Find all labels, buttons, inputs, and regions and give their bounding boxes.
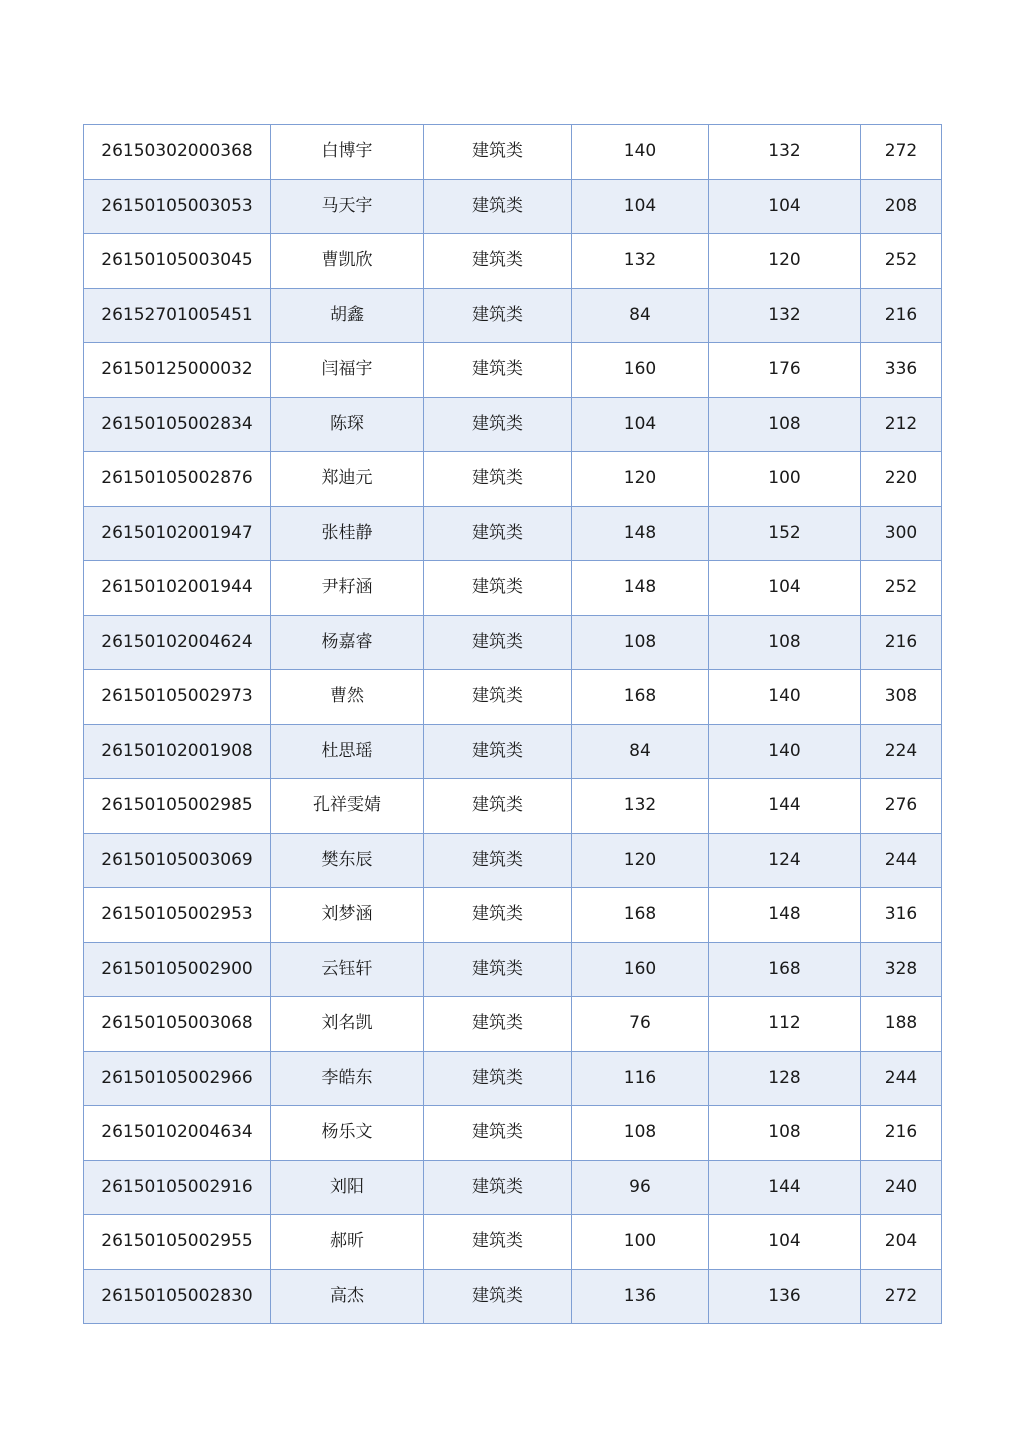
score-1: 136 — [572, 1269, 709, 1324]
score-2: 140 — [709, 670, 861, 725]
score-1: 108 — [572, 1106, 709, 1161]
category: 建筑类 — [424, 343, 572, 398]
table-row — [84, 452, 942, 507]
candidate-name: 云钰轩 — [271, 942, 424, 997]
candidate-id: 26152701005451 — [84, 288, 271, 343]
category: 建筑类 — [424, 234, 572, 289]
score-1: 132 — [572, 234, 709, 289]
table-row — [84, 779, 942, 834]
candidate-id: 26150105002876 — [84, 452, 271, 507]
candidate-id: 26150105002834 — [84, 397, 271, 452]
score-1: 76 — [572, 997, 709, 1052]
score-1: 116 — [572, 1051, 709, 1106]
candidate-id: 26150105003068 — [84, 997, 271, 1052]
table-row — [84, 234, 942, 289]
table-row — [84, 670, 942, 725]
candidate-id: 26150105002830 — [84, 1269, 271, 1324]
table-row — [84, 561, 942, 616]
table-row — [84, 1269, 942, 1324]
total-score: 300 — [861, 506, 942, 561]
table-row — [84, 1160, 942, 1215]
candidate-name: 李皓东 — [271, 1051, 424, 1106]
score-1: 132 — [572, 779, 709, 834]
total-score: 216 — [861, 615, 942, 670]
table-row — [84, 888, 942, 943]
category: 建筑类 — [424, 506, 572, 561]
score-2: 108 — [709, 615, 861, 670]
score-1: 140 — [572, 125, 709, 180]
score-1: 84 — [572, 724, 709, 779]
category: 建筑类 — [424, 779, 572, 834]
total-score: 272 — [861, 1269, 942, 1324]
candidate-id: 26150105002985 — [84, 779, 271, 834]
table-row — [84, 1051, 942, 1106]
score-1: 100 — [572, 1215, 709, 1270]
score-1: 120 — [572, 452, 709, 507]
candidate-name: 曹然 — [271, 670, 424, 725]
candidate-name: 尹耔涵 — [271, 561, 424, 616]
score-1: 148 — [572, 506, 709, 561]
table-row — [84, 833, 942, 888]
score-1: 120 — [572, 833, 709, 888]
category: 建筑类 — [424, 997, 572, 1052]
score-2: 124 — [709, 833, 861, 888]
candidate-name: 闫福宇 — [271, 343, 424, 398]
score-2: 104 — [709, 1215, 861, 1270]
table-row — [84, 724, 942, 779]
candidate-id: 26150105003053 — [84, 179, 271, 234]
candidate-id: 26150102004634 — [84, 1106, 271, 1161]
total-score: 252 — [861, 561, 942, 616]
total-score: 272 — [861, 125, 942, 180]
category: 建筑类 — [424, 670, 572, 725]
score-2: 132 — [709, 288, 861, 343]
score-2: 136 — [709, 1269, 861, 1324]
candidate-id: 26150105002900 — [84, 942, 271, 997]
candidate-id: 26150105002955 — [84, 1215, 271, 1270]
score-2: 104 — [709, 179, 861, 234]
candidate-name: 陈琛 — [271, 397, 424, 452]
total-score: 244 — [861, 833, 942, 888]
score-1: 168 — [572, 670, 709, 725]
candidate-name: 白博宇 — [271, 125, 424, 180]
table-row — [84, 397, 942, 452]
total-score: 208 — [861, 179, 942, 234]
candidate-id: 26150302000368 — [84, 125, 271, 180]
category: 建筑类 — [424, 125, 572, 180]
candidate-name: 杜思瑶 — [271, 724, 424, 779]
score-1: 160 — [572, 343, 709, 398]
score-2: 144 — [709, 779, 861, 834]
candidate-name: 郝昕 — [271, 1215, 424, 1270]
score-1: 168 — [572, 888, 709, 943]
score-2: 132 — [709, 125, 861, 180]
candidate-name: 杨嘉睿 — [271, 615, 424, 670]
total-score: 240 — [861, 1160, 942, 1215]
candidate-name: 郑迪元 — [271, 452, 424, 507]
candidate-name: 孔祥雯婧 — [271, 779, 424, 834]
category: 建筑类 — [424, 397, 572, 452]
category: 建筑类 — [424, 561, 572, 616]
score-1: 160 — [572, 942, 709, 997]
category: 建筑类 — [424, 1215, 572, 1270]
score-2: 148 — [709, 888, 861, 943]
candidate-id: 26150105002916 — [84, 1160, 271, 1215]
category: 建筑类 — [424, 888, 572, 943]
candidate-name: 刘名凯 — [271, 997, 424, 1052]
score-1: 84 — [572, 288, 709, 343]
table-row — [84, 125, 942, 180]
score-2: 168 — [709, 942, 861, 997]
candidate-id: 26150105003069 — [84, 833, 271, 888]
table-row — [84, 288, 942, 343]
score-2: 112 — [709, 997, 861, 1052]
candidate-id: 26150102001947 — [84, 506, 271, 561]
total-score: 244 — [861, 1051, 942, 1106]
score-1: 96 — [572, 1160, 709, 1215]
score-1: 108 — [572, 615, 709, 670]
score-2: 104 — [709, 561, 861, 616]
candidate-name: 樊东辰 — [271, 833, 424, 888]
category: 建筑类 — [424, 833, 572, 888]
candidate-name: 高杰 — [271, 1269, 424, 1324]
score-table-body — [84, 125, 942, 1324]
total-score: 328 — [861, 942, 942, 997]
total-score: 220 — [861, 452, 942, 507]
total-score: 216 — [861, 288, 942, 343]
category: 建筑类 — [424, 942, 572, 997]
candidate-id: 26150105002966 — [84, 1051, 271, 1106]
total-score: 252 — [861, 234, 942, 289]
candidate-name: 曹凯欣 — [271, 234, 424, 289]
score-1: 104 — [572, 179, 709, 234]
total-score: 204 — [861, 1215, 942, 1270]
candidate-name: 张桂静 — [271, 506, 424, 561]
total-score: 188 — [861, 997, 942, 1052]
candidate-id: 26150125000032 — [84, 343, 271, 398]
candidate-id: 26150105002973 — [84, 670, 271, 725]
table-row — [84, 179, 942, 234]
table-row — [84, 1106, 942, 1161]
table-row — [84, 615, 942, 670]
score-2: 108 — [709, 397, 861, 452]
category: 建筑类 — [424, 179, 572, 234]
score-2: 128 — [709, 1051, 861, 1106]
candidate-name: 杨乐文 — [271, 1106, 424, 1161]
candidate-id: 26150105003045 — [84, 234, 271, 289]
candidate-id: 26150102001944 — [84, 561, 271, 616]
total-score: 336 — [861, 343, 942, 398]
score-2: 152 — [709, 506, 861, 561]
candidate-id: 26150102004624 — [84, 615, 271, 670]
table-row — [84, 997, 942, 1052]
category: 建筑类 — [424, 1106, 572, 1161]
category: 建筑类 — [424, 724, 572, 779]
score-1: 148 — [572, 561, 709, 616]
total-score: 224 — [861, 724, 942, 779]
table-row — [84, 1215, 942, 1270]
table-row — [84, 506, 942, 561]
candidate-id: 26150102001908 — [84, 724, 271, 779]
total-score: 216 — [861, 1106, 942, 1161]
category: 建筑类 — [424, 1269, 572, 1324]
category: 建筑类 — [424, 288, 572, 343]
score-2: 140 — [709, 724, 861, 779]
candidate-name: 马天宇 — [271, 179, 424, 234]
candidate-name: 胡鑫 — [271, 288, 424, 343]
score-table — [83, 124, 942, 1324]
candidate-id: 26150105002953 — [84, 888, 271, 943]
total-score: 316 — [861, 888, 942, 943]
total-score: 212 — [861, 397, 942, 452]
score-2: 108 — [709, 1106, 861, 1161]
score-2: 120 — [709, 234, 861, 289]
category: 建筑类 — [424, 615, 572, 670]
total-score: 276 — [861, 779, 942, 834]
total-score: 308 — [861, 670, 942, 725]
category: 建筑类 — [424, 452, 572, 507]
score-1: 104 — [572, 397, 709, 452]
table-row — [84, 343, 942, 398]
score-2: 144 — [709, 1160, 861, 1215]
score-2: 176 — [709, 343, 861, 398]
candidate-name: 刘阳 — [271, 1160, 424, 1215]
table-row — [84, 942, 942, 997]
score-2: 100 — [709, 452, 861, 507]
candidate-name: 刘梦涵 — [271, 888, 424, 943]
category: 建筑类 — [424, 1051, 572, 1106]
category: 建筑类 — [424, 1160, 572, 1215]
